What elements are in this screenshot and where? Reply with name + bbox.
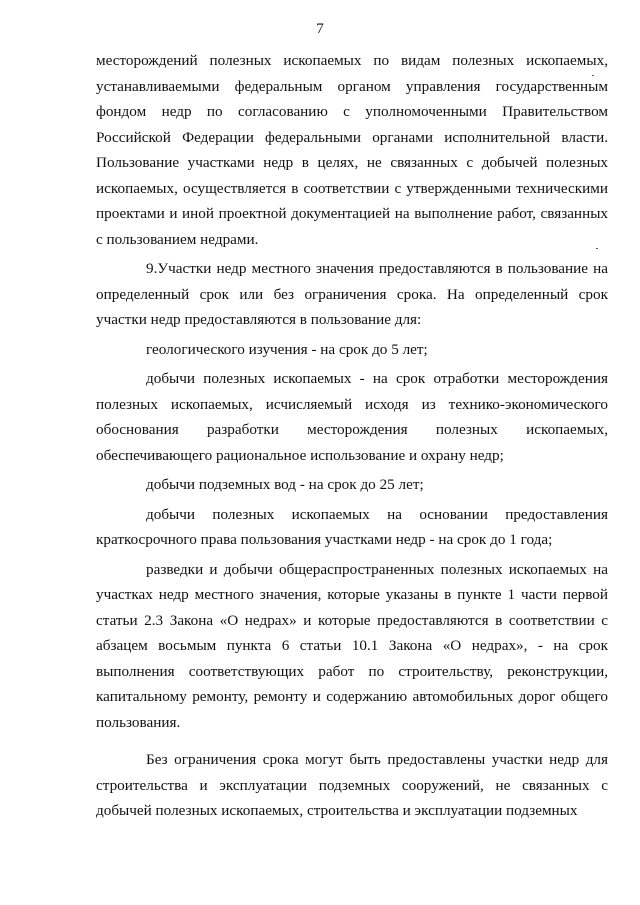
paragraph-unlimited-term: Без ограничения срока могут быть предоставлены участки недр для строительства и эксплуатации подземных сооружений, не связанных с добычей полезных ископаемых, строительства и эксплуатации подземных [96,751,608,819]
paragraph-geological-study: геологического изучения - на срок до 5 лет; [146,340,428,358]
paragraph-continuation: месторождений полезных ископаемых по видам полезных ископаемых, устанавливаемыми федеральным органом управления государственным фондом недр по согласованию с уполномоченными Правительством Российской Федерации федеральными органами исполнительной власти. Пользование участками недр в целях, не связанных с добычей полезных ископаемых, осуществляется в соответствии с утвержденными техническими проектами и иной проектной документацией на выполнение работ, связанных с пользованием недрами. [96,52,608,248]
paragraph-mineral-extraction: добычи полезных ископаемых - на срок отработки месторождения полезных ископаемых, исчисляемый исходя из технико-экономического обоснования разработки месторождения полезных ископаемых, обеспечивающего рациональное использование и охрану недр; [96,370,608,464]
scan-speck [592,75,594,76]
paragraph-short-term-right: добычи полезных ископаемых на основании предоставления краткосрочного права пользования участками недр - на срок до 1 года; [96,505,608,548]
page-number: 7 [316,21,324,37]
paragraph-groundwater: добычи подземных вод - на срок до 25 лет; [146,476,424,493]
paragraph-exploration-roads: разведки и добычи общераспространенных полезных ископаемых на участках недр местного значения, которые указаны в пункте 1 части первой статьи 2.3 Закона «О недрах» и которые предоставляются в соответствии с абзацем восьмым пункта 6 статьи 10.1 Закона «О недрах», - на срок выполнения соответствующих работ по строительству, реконструкции, капитальному ремонту, ремонту и содержанию автомобильных дорог общего пользования. [96,560,608,731]
scan-speck [596,248,598,249]
paragraph-item-9: 9.Участки недр местного значения предоставляются в пользование на определенный срок или без ограничения срока. На определенный срок участки недр предоставляются в пользование для: [96,260,608,328]
document-body [96,48,608,824]
